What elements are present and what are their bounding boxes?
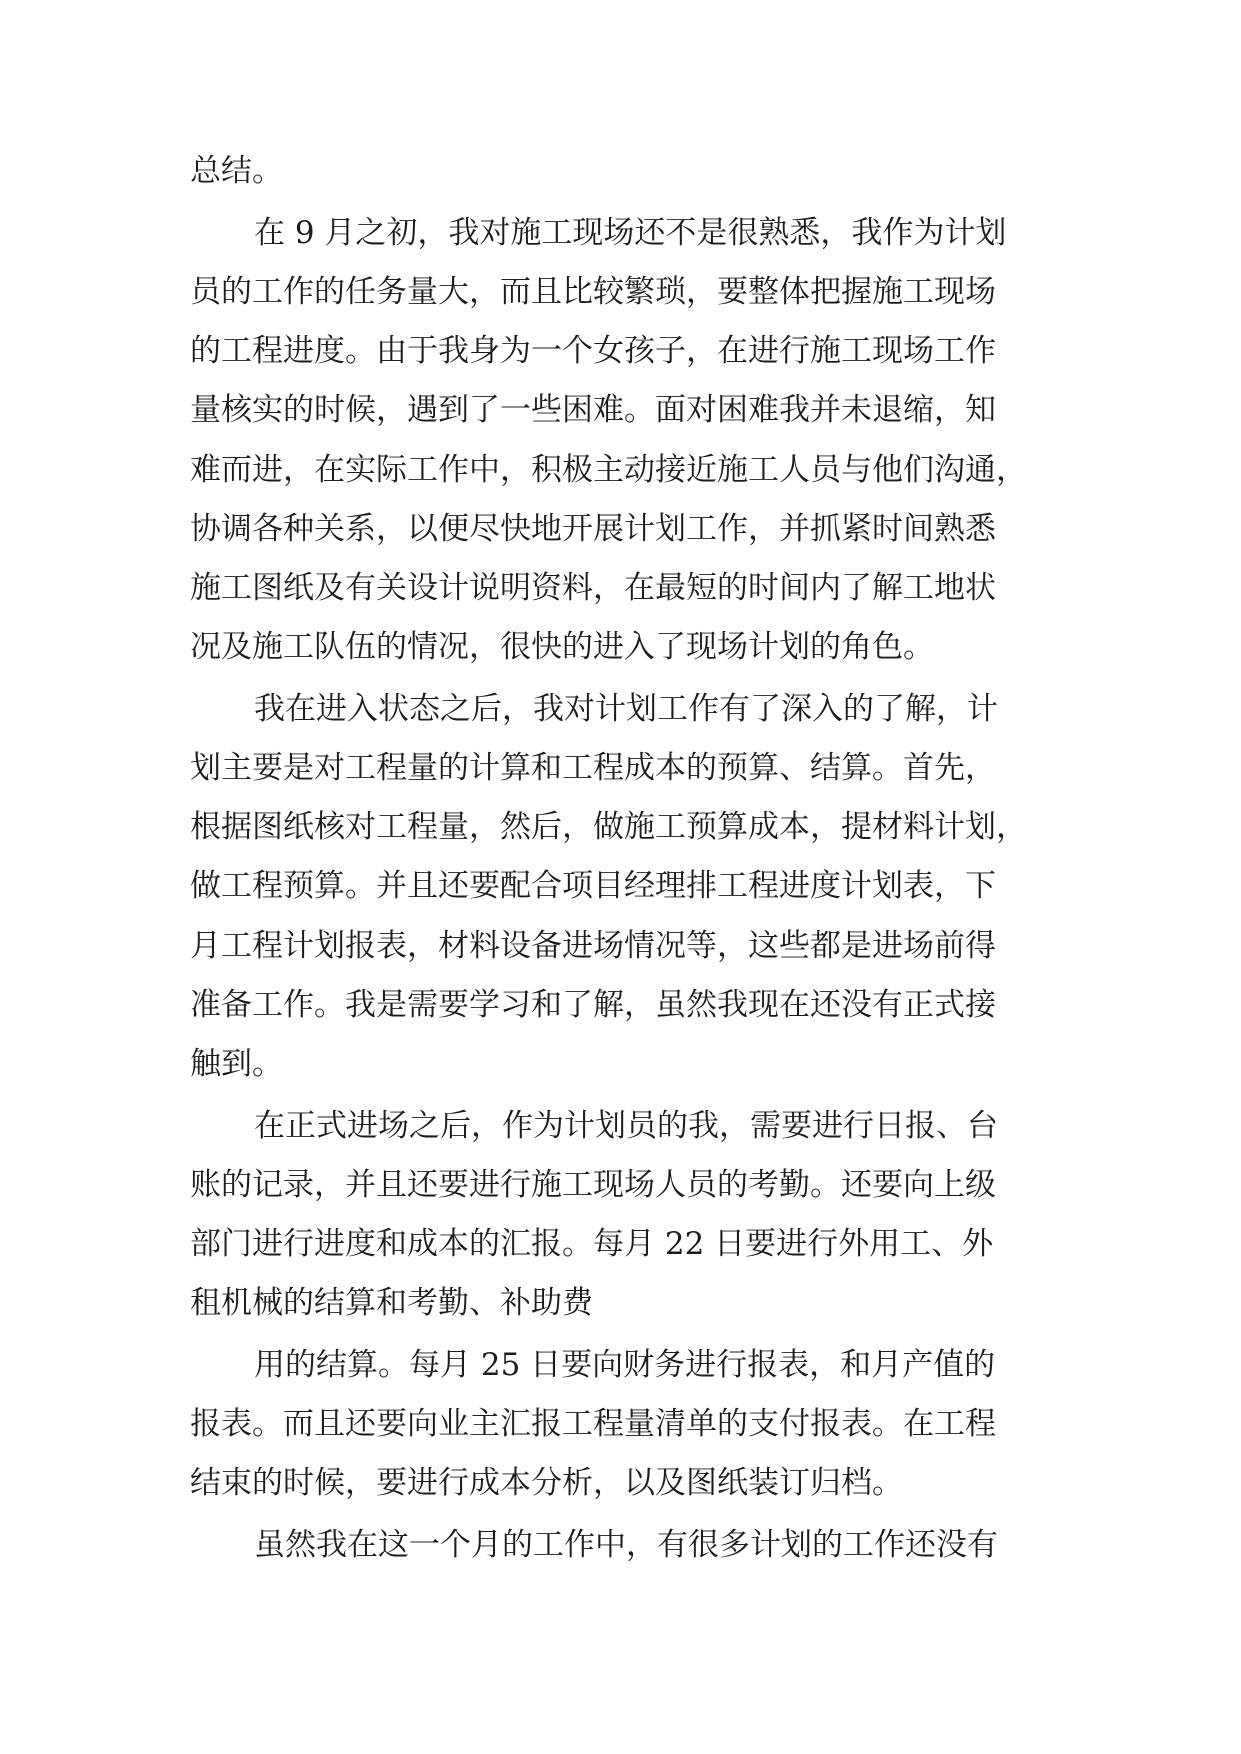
text-line: 根据图纸核对工程量，然后，做施工预算成本，提材料计划， — [190, 809, 1027, 845]
text-line: 部门进行进度和成本的汇报。每月 22 日要进行外用工、外 — [190, 1226, 994, 1262]
text-line: 总结。 — [190, 153, 283, 189]
text-line: 租机械的结算和考勤、补助费 — [190, 1285, 593, 1321]
paragraph-first-line: 在正式进场之后，作为计划员的我，需要进行日报、台 — [254, 1108, 998, 1144]
text-line: 做工程预算。并且还要配合项目经理排工程进度计划表，下 — [190, 868, 996, 904]
text-line: 难而进，在实际工作中，积极主动接近施工人员与他们沟通， — [190, 452, 1027, 488]
text-line: 触到。 — [190, 1046, 283, 1082]
text-line: 账的记录，并且还要进行施工现场人员的考勤。还要向上级 — [190, 1167, 996, 1203]
text-line: 量核实的时候，遇到了一些困难。面对困难我并未退缩，知 — [190, 392, 996, 428]
text-line: 结束的时候，要进行成本分析，以及图纸装订归档。 — [190, 1465, 903, 1501]
text-line: 况及施工队伍的情况，很快的进入了现场计划的角色。 — [190, 629, 934, 665]
text-line: 划主要是对工程量的计算和工程成本的预算、结算。首先， — [190, 750, 996, 786]
text-line: 协调各种关系，以便尽快地开展计划工作，并抓紧时间熟悉 — [190, 511, 996, 547]
text-line: 的工程进度。由于我身为一个女孩子，在进行施工现场工作 — [190, 333, 996, 369]
paragraph-first-line: 用的结算。每月 25 日要向财务进行报表，和月产值的 — [254, 1347, 996, 1383]
text-line: 准备工作。我是需要学习和了解，虽然我现在还没有正式接 — [190, 987, 996, 1023]
text-line: 员的工作的任务量大，而且比较繁琐，要整体把握施工现场 — [190, 274, 996, 310]
paragraph-first-line: 我在进入状态之后，我对计划工作有了深入的了解，计 — [254, 691, 998, 727]
paragraph-first-line: 虽然我在这一个月的工作中，有很多计划的工作还没有 — [254, 1527, 998, 1563]
paragraph-first-line: 在 9 月之初，我对施工现场还不是很熟悉，我作为计划 — [254, 215, 1007, 251]
text-line: 施工图纸及有关设计说明资料，在最短的时间内了解工地状 — [190, 570, 996, 606]
text-line: 月工程计划报表，材料设备进场情况等，这些都是进场前得 — [190, 928, 996, 964]
text-line: 报表。而且还要向业主汇报工程量清单的支付报表。在工程 — [190, 1406, 996, 1442]
